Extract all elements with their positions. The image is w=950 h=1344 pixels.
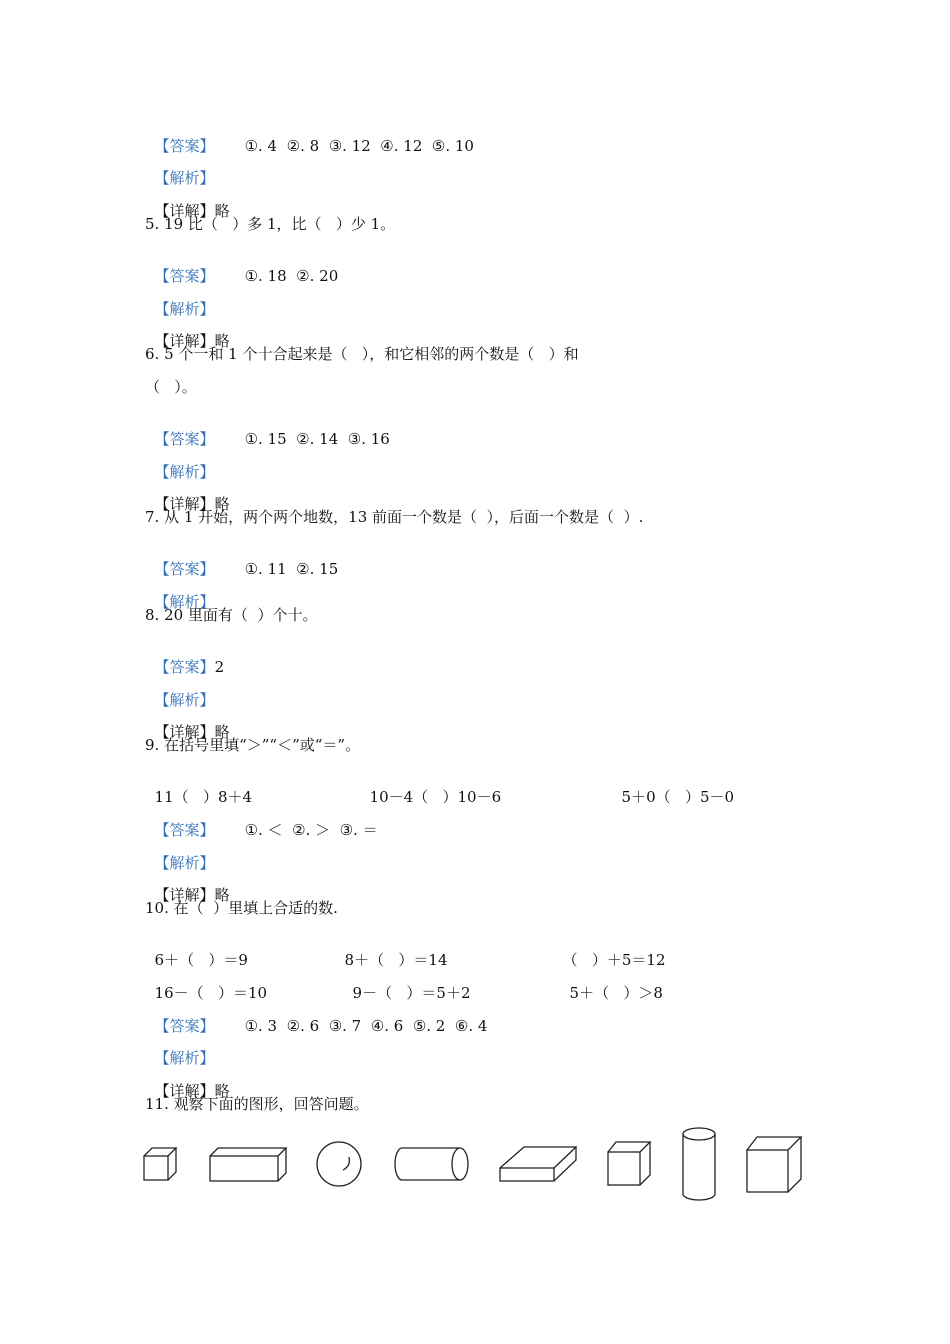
analysis-label: 【解析】 (154, 169, 215, 187)
fill-item-4: 16－（ ）＝10 (154, 984, 268, 1002)
answer-line-q10 (145, 996, 488, 1035)
answer-line-q6 (145, 409, 390, 448)
question-6: 6. 5 个一和 1 个十合起来是（ ），和它相邻的两个数是（ ）和 (145, 345, 579, 363)
question-10: 10. 在（ ）里填上合适的数. (145, 899, 338, 917)
cube-shape (608, 1142, 650, 1185)
analysis-line-q9 (145, 833, 215, 872)
long-cuboid-shape (210, 1148, 286, 1181)
analysis-label: 【解析】 (154, 593, 215, 611)
answer-label: 【答案】 (154, 821, 215, 839)
horizontal-cylinder-shape (395, 1148, 468, 1180)
fill-item-2: 8＋（ ）＝14 (344, 951, 448, 969)
compare-item-2: 10－4（ ）10－6 (369, 788, 502, 806)
answer-label: 【答案】 (154, 1017, 215, 1035)
answer-line-q8 (145, 637, 225, 676)
answer-text: ①. 4 ②. 8 ③. 12 ④. 12 ⑤. 10 (244, 137, 474, 155)
detail-text: 略 (214, 495, 230, 513)
detail-line-q9 (145, 865, 230, 904)
flat-cuboid-shape (500, 1147, 576, 1181)
answer-label: 【答案】 (154, 137, 215, 155)
analysis-label: 【解析】 (154, 691, 215, 709)
detail-line-q10 (145, 1061, 230, 1100)
compare-row (145, 767, 735, 806)
fill-item-5: 9－（ ）＝5＋2 (352, 984, 471, 1002)
compare-item-3: 5＋0（ ）5－0 (621, 788, 735, 806)
analysis-line-q10 (145, 1028, 215, 1067)
fill-item-1: 6＋（ ）＝9 (154, 951, 248, 969)
detail-line-q4 (145, 181, 230, 220)
analysis-line-q7 (145, 572, 215, 611)
answer-text: ①. 15 ②. 14 ③. 16 (244, 430, 390, 448)
analysis-label: 【解析】 (154, 300, 215, 318)
detail-line-q6 (145, 474, 230, 513)
detail-label: 【详解】 (154, 495, 215, 513)
fill-row-2 (145, 963, 663, 1002)
fill-row-1 (145, 930, 666, 969)
detail-text: 略 (214, 202, 230, 220)
fill-item-3: （ ）＋5＝12 (562, 951, 666, 969)
compare-item-1: 11（ ）8＋4 (154, 788, 253, 806)
answer-label: 【答案】 (154, 267, 215, 285)
question-9: 9. 在括号里填“＞”“＜”或“＝”。 (145, 736, 361, 754)
detail-text: 略 (214, 332, 230, 350)
question-8: 8. 20 里面有（ ）个十。 (145, 606, 318, 624)
answer-text: ①. 18 ②. 20 (244, 267, 339, 285)
detail-label: 【详解】 (154, 1082, 215, 1100)
answer-label: 【答案】 (154, 560, 215, 578)
answer-text: 2 (214, 658, 225, 676)
detail-text: 略 (214, 723, 230, 741)
detail-text: 略 (214, 1082, 230, 1100)
question-11: 11. 观察下面的图形，回答问题。 (145, 1095, 369, 1113)
analysis-line-q6 (145, 442, 215, 481)
answer-label: 【答案】 (154, 430, 215, 448)
analysis-line-q5 (145, 279, 215, 318)
answer-line-q4 (145, 116, 474, 155)
answer-text: ①. 11 ②. 15 (244, 560, 339, 578)
detail-label: 【详解】 (154, 723, 215, 741)
detail-label: 【详解】 (154, 886, 215, 904)
answer-line-q5 (145, 246, 339, 285)
shapes-figure (130, 1118, 830, 1218)
sphere-shape (317, 1142, 361, 1186)
detail-label: 【详解】 (154, 332, 215, 350)
detail-line-q5 (145, 311, 230, 350)
question-7: 7. 从 1 开始，两个两个地数，13 前面一个数是（ ），后面一个数是（ ）. (145, 508, 644, 526)
fill-item-6: 5＋（ ）＞8 (569, 984, 663, 1002)
answer-line-q9 (145, 800, 378, 839)
answer-text: ①. ＜ ②. ＞ ③. ＝ (244, 821, 378, 839)
small-cube-shape (144, 1148, 176, 1180)
answer-line-q7 (145, 539, 339, 578)
vertical-cylinder-shape (683, 1128, 715, 1200)
analysis-label: 【解析】 (154, 463, 215, 481)
analysis-label: 【解析】 (154, 854, 215, 872)
analysis-label: 【解析】 (154, 1049, 215, 1067)
answer-text: ①. 3 ②. 6 ③. 7 ④. 6 ⑤. 2 ⑥. 4 (244, 1017, 488, 1035)
question-5: 5. 19 比（ ）多 1，比（ ）少 1。 (145, 215, 396, 233)
detail-text: 略 (214, 886, 230, 904)
answer-label: 【答案】 (154, 658, 215, 676)
large-cube-shape (747, 1137, 801, 1192)
analysis-line-q8 (145, 670, 215, 709)
detail-line-q8 (145, 702, 230, 741)
analysis-line-q4 (145, 148, 215, 187)
question-6-cont: （ ）。 (145, 378, 197, 396)
detail-label: 【详解】 (154, 202, 215, 220)
